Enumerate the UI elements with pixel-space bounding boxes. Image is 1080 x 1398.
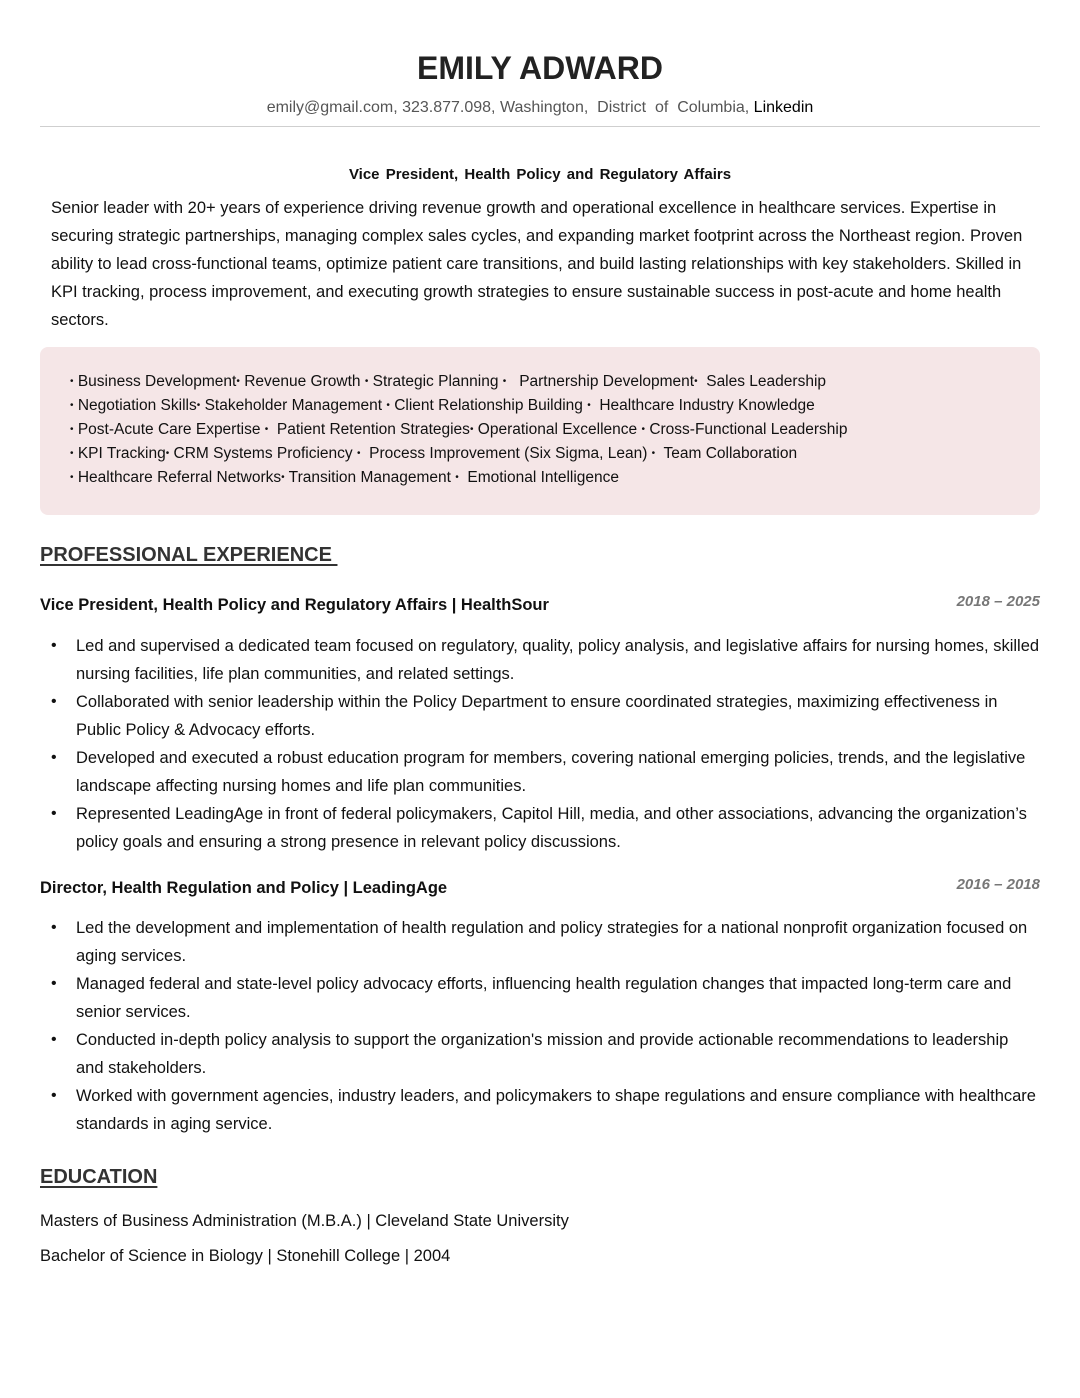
job-dates: 2018 – 2025 bbox=[956, 593, 1040, 610]
list-item bbox=[40, 914, 1040, 970]
linkedin-link[interactable]: Linkedin bbox=[753, 99, 814, 116]
bullet-icon: • bbox=[51, 1087, 57, 1104]
bullet-icon: • bbox=[51, 1031, 57, 1048]
skill-item: Healthcare Industry Knowledge bbox=[595, 397, 815, 414]
bullet-icon: • bbox=[51, 637, 57, 654]
header-divider bbox=[40, 126, 1040, 127]
skill-item: KPI Tracking bbox=[77, 445, 166, 462]
bullet-text: Led and supervised a dedicated team focused on regulatory, quality, policy analysis, and legislative affairs for nursing homes, skilled nursing facilities, life plan communities, and related settings. bbox=[76, 637, 1040, 683]
summary-text: Senior leader with 20+ years of experience driving revenue growth and operational excellence in healthcare services. Expertise in securing strategic partnerships, managing complex sales cycles, and expanding market footprint across the Northeast region. Proven ability to lead cross-functional teams, optimize patient care transitions, and build lasting relationships with key stakeholders. Skilled in KPI tracking, process improvement, and executing growth strategies to ensure sustainable success in post-acute and home health sectors. bbox=[51, 199, 1023, 329]
skills-box bbox=[40, 347, 1040, 515]
skill-item: Business Development bbox=[77, 373, 237, 390]
list-item bbox=[40, 1026, 1040, 1082]
bullet-icon: • bbox=[51, 693, 57, 710]
bullet-text: Represented LeadingAge in front of federal policymakers, Capitol Hill, media, and other associations, advancing the organization’s policy goals and ensuring a strong presence in relevant policy discussions. bbox=[76, 805, 1027, 851]
skill-item: Client Relationship Building bbox=[394, 397, 588, 414]
job-dates: 2016 – 2018 bbox=[956, 876, 1040, 893]
job-title: Vice President, Health Policy and Regulatory Affairs | HealthSour bbox=[40, 596, 549, 614]
skill-item: Partnership Development bbox=[510, 373, 695, 390]
contact-line bbox=[40, 99, 1040, 117]
skills-row: • KPI Tracking• CRM Systems Proficiency • Process Improvement (Six Sigma, Lean) • Team Collaboration bbox=[70, 445, 798, 462]
skill-item: Revenue Growth bbox=[244, 373, 365, 390]
bullet-icon: • bbox=[51, 805, 57, 822]
skill-item: Process Improvement (Six Sigma, Lean) bbox=[364, 445, 652, 462]
bullet-icon: • bbox=[51, 749, 57, 766]
skill-item: CRM Systems Proficiency bbox=[173, 445, 357, 462]
education-entry: Bachelor of Science in Biology | Stonehill College | 2004 bbox=[40, 1247, 451, 1265]
list-item bbox=[40, 744, 1040, 800]
list-item bbox=[40, 688, 1040, 744]
list-item bbox=[40, 800, 1040, 856]
bullet-icon: • bbox=[51, 919, 57, 936]
skills-row: • Business Development• Revenue Growth • Strategic Planning • Partnership Development• Sales Leadership bbox=[70, 373, 827, 390]
skills-row: • Negotiation Skills• Stakeholder Management • Client Relationship Building • Healthcare Industry Knowledge bbox=[70, 397, 815, 414]
job-title: Director, Health Regulation and Policy | LeadingAge bbox=[40, 879, 448, 897]
skill-item: Strategic Planning bbox=[372, 373, 503, 390]
skills-row: • Healthcare Referral Networks• Transition Management • Emotional Intelligence bbox=[70, 469, 620, 486]
bullet-text: Developed and executed a robust education program for members, covering national emerging policies, trends, and the legislative landscape affecting nursing homes and life plan communities. bbox=[76, 749, 1026, 795]
skill-item: Transition Management bbox=[288, 469, 456, 486]
job-bullets bbox=[40, 632, 1040, 856]
skill-item: Operational Excellence bbox=[477, 421, 642, 438]
bullet-text: Collaborated with senior leadership within the Policy Department to ensure coordinated strategies, maximizing effectiveness in Public Policy & Advocacy efforts. bbox=[76, 693, 998, 739]
candidate-name: EMILY ADWARD bbox=[417, 50, 663, 86]
list-item bbox=[40, 970, 1040, 1026]
job-bullets bbox=[40, 914, 1040, 1138]
bullet-text: Managed federal and state-level policy advocacy efforts, influencing health regulation changes that impacted long-term care and senior services. bbox=[76, 975, 1012, 1021]
education-section-title: EDUCATION bbox=[40, 1166, 158, 1188]
skill-item: Team Collaboration bbox=[659, 445, 798, 462]
skill-item: Sales Leadership bbox=[701, 373, 827, 390]
skill-item: Negotiation Skills bbox=[77, 397, 197, 414]
contact-details: emily@gmail.com, 323.877.098, Washington, District of Columbia, bbox=[266, 99, 754, 116]
bullet-text: Conducted in-depth policy analysis to support the organization's mission and provide actionable recommendations to leadership and stakeholders. bbox=[76, 1031, 1009, 1077]
skill-item: Cross-Functional Leadership bbox=[649, 421, 848, 438]
bullet-icon: • bbox=[51, 975, 57, 992]
bullet-text: Worked with government agencies, industry leaders, and policymakers to shape regulations and ensure compliance with healthcare standards in aging service. bbox=[76, 1087, 1036, 1133]
bullet-text: Led the development and implementation of health regulation and policy strategies for a national nonprofit organization focused on aging services. bbox=[76, 919, 1028, 965]
summary-headline: Vice President, Health Policy and Regulatory Affairs bbox=[348, 166, 732, 183]
skill-item: Emotional Intelligence bbox=[463, 469, 620, 486]
skill-item: Stakeholder Management bbox=[204, 397, 387, 414]
skill-item: Patient Retention Strategies bbox=[272, 421, 470, 438]
list-item bbox=[40, 1082, 1040, 1138]
skills-row: • Post-Acute Care Expertise • Patient Retention Strategies• Operational Excellence • Cross-Functional Leadership bbox=[70, 421, 848, 438]
list-item bbox=[40, 632, 1040, 688]
skill-item: Post-Acute Care Expertise bbox=[77, 421, 265, 438]
skill-item: Healthcare Referral Networks bbox=[77, 469, 282, 486]
education-entry: Masters of Business Administration (M.B.A.) | Cleveland State University bbox=[40, 1212, 569, 1230]
experience-section-title: PROFESSIONAL EXPERIENCE bbox=[40, 544, 338, 566]
